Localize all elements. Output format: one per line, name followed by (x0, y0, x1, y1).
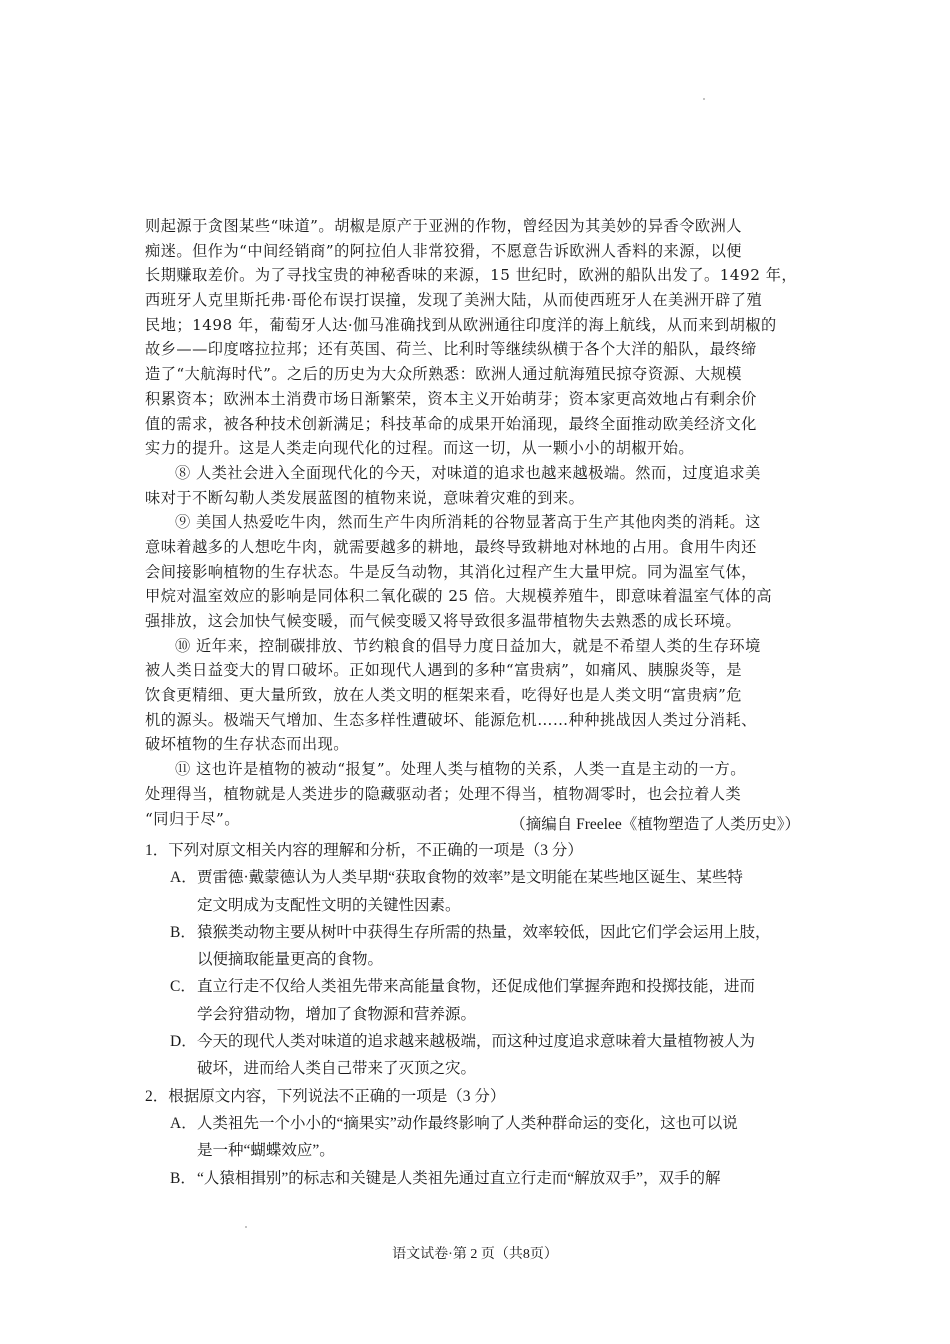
passage-line: 被人类日益变大的胃口破坏。正如现代人遇到的多种“富贵病”，如痛风、胰腺炎等，是 (145, 661, 742, 680)
passage-line: 实力的提升。这是人类走向现代化的过程。而这一切，从一颗小小的胡椒开始。 (145, 439, 695, 458)
option-a (145, 1110, 825, 1165)
passage-line: 味对于不断勾勒人类发展蓝图的植物来说，意味着灾难的到来。 (145, 488, 585, 507)
option-text: 破坏，进而给人类自己带来了灭顶之灾。 (197, 1060, 477, 1078)
option-b (145, 919, 825, 974)
passage-line: “同归于尽”。 (145, 809, 240, 828)
passage-line: 造了“大航海时代”。之后的历史为大众所熟悉：欧洲人通过航海殖民掠夺资源、大规模 (145, 365, 742, 384)
passage-line: 意味着越多的人想吃牛肉，就需要越多的耕地，最终导致耕地对林地的占用。食用牛肉还 (145, 537, 757, 556)
option-text: 以便摘取能量更高的食物。 (197, 951, 384, 969)
passage-line: 积累资本；欧洲本土消费市场日渐繁荣，资本主义开始萌芽；资本家更高效地占有剩余价 (145, 389, 757, 408)
page-footer: 语文试卷·第 2 页（共8页） (392, 1247, 558, 1262)
option-text: 是一种“蝴蝶效应”。 (197, 1142, 335, 1160)
question-1 (145, 837, 825, 1083)
passage-line: 强排放，这会加快气候变暖，而气候变暖又将导致很多温带植物失去熟悉的成长环境。 (145, 612, 742, 630)
passage-line: 痴迷。但作为“中间经销商”的阿拉伯人非常狡猾，不愿意告诉欧洲人香料的来源，以便 (145, 241, 742, 260)
passage-line: 饮食更精细、更大量所致，放在人类文明的框架来看，吃得好也是人类文明“富贵病”危 (145, 686, 742, 705)
passage-line: 民地；1498 年，葡萄牙人达·伽马准确找到从欧洲通往印度洋的海上航线，从而来到胡椒的 (145, 315, 777, 334)
passage-line: 会间接影响植物的生存状态。牛是反刍动物，其消化过程产生大量甲烷。同为温室气体， (145, 562, 757, 581)
question-stem: 2．根据原文内容，下列说法不正确的一项是（3 分） (145, 1087, 506, 1105)
paragraph-9-start: ⑨ 美国人热爱吃牛肉，然而生产牛肉所消耗的谷物显著高于生产其他肉类的消耗。这 (175, 513, 761, 532)
passage-line: 机的源头。极端天气增加、生态多样性遭破坏、能源危机……种种挑战因人类过分消耗、 (145, 710, 757, 729)
option-a (145, 864, 825, 919)
option-letter: A． (170, 869, 197, 887)
passage-line: 长期赚取差价。为了寻找宝贵的神秘香味的来源，15 世纪时，欧洲的船队出发了。1492 年， (145, 266, 798, 285)
passage-line: 则起源于贪图某些“味道”。胡椒是原产于亚洲的作物，曾经因为其美妙的异香令欧洲人 (145, 217, 742, 235)
option-text: 学会狩猎动物，增加了食物源和营养源。 (197, 1005, 477, 1023)
paragraph-11-start: ⑪ 这也许是植物的被动“报复”。处理人类与植物的关系，人类一直是主动的一方。 (175, 760, 746, 779)
option-letter: D． (170, 1033, 197, 1051)
passage-line: 故乡——印度喀拉拉邦；还有英国、荷兰、比利时等继续纵横于各个大洋的船队，最终缔 (145, 340, 757, 359)
option-b (145, 1165, 825, 1192)
option-text: 贾雷德·戴蒙德认为人类早期“获取食物的效率”是文明能在某些地区诞生、某些特 (197, 869, 743, 887)
passage-line: 西班牙人克里斯托弗·哥伦布误打误撞，发现了美洲大陆，从而使西班牙人在美洲开辟了殖 (145, 291, 763, 310)
option-d (145, 1028, 825, 1083)
passage-line: 值的需求，被各种技术创新满足；科技革命的成果开始涌现，最终全面推动欧美经济文化 (145, 414, 757, 433)
option-letter: B． (170, 923, 196, 941)
passage-line: 处理得当，植物就是人类进步的隐藏驱动者；处理不得当，植物凋零时，也会拉着人类 (145, 784, 742, 803)
option-c (145, 973, 825, 1028)
passage-line: 甲烷对温室效应的影响是同体积二氧化碳的 25 倍。大规模养殖牛，即意味着温室气体的高 (145, 587, 773, 606)
option-text: 人类祖先一个小小的“摘果实”动作最终影响了人类种群命运的变化，这也可以说 (197, 1114, 738, 1132)
option-letter: A． (170, 1114, 197, 1132)
scan-speck (245, 1226, 247, 1228)
question-2 (145, 1083, 825, 1192)
question-stem: 1．下列对原文相关内容的理解和分析，不正确的一项是（3 分） (145, 842, 583, 859)
scan-speck (703, 98, 705, 100)
option-text: 猿猴类动物主要从树叶中获得生存所需的热量，效率较低，因此它们学会运用上肢， (197, 923, 771, 941)
question-list (145, 837, 825, 1192)
option-text: “人猿相揖别”的标志和关键是人类祖先通过直立行走而“解放双手”，双手的解 (197, 1169, 721, 1187)
paragraph-8-start: ⑧ 人类社会进入全面现代化的今天，对味道的追求也越来越极端。然而，过度追求美 (175, 463, 761, 482)
passage-line: 破坏植物的生存状态而出现。 (145, 735, 349, 754)
option-letter: C． (170, 978, 196, 996)
reading-passage (145, 214, 810, 831)
paragraph-10-start: ⑩ 近年来，控制碳排放、节约粮食的倡导力度日益加大，就是不希望人类的生存环境 (175, 636, 761, 655)
option-letter: B． (170, 1169, 196, 1187)
passage-source: （摘编自 Freelee《植物塑造了人类历史》） (510, 816, 800, 833)
option-text: 定文明成为支配性文明的关键性因素。 (197, 896, 461, 914)
option-text: 直立行走不仅给人类祖先带来高能量食物，还促成他们掌握奔跑和投掷技能，进而 (197, 978, 756, 996)
option-text: 今天的现代人类对味道的追求越来越极端，而这种过度追求意味着大量植物被人为 (197, 1033, 756, 1051)
